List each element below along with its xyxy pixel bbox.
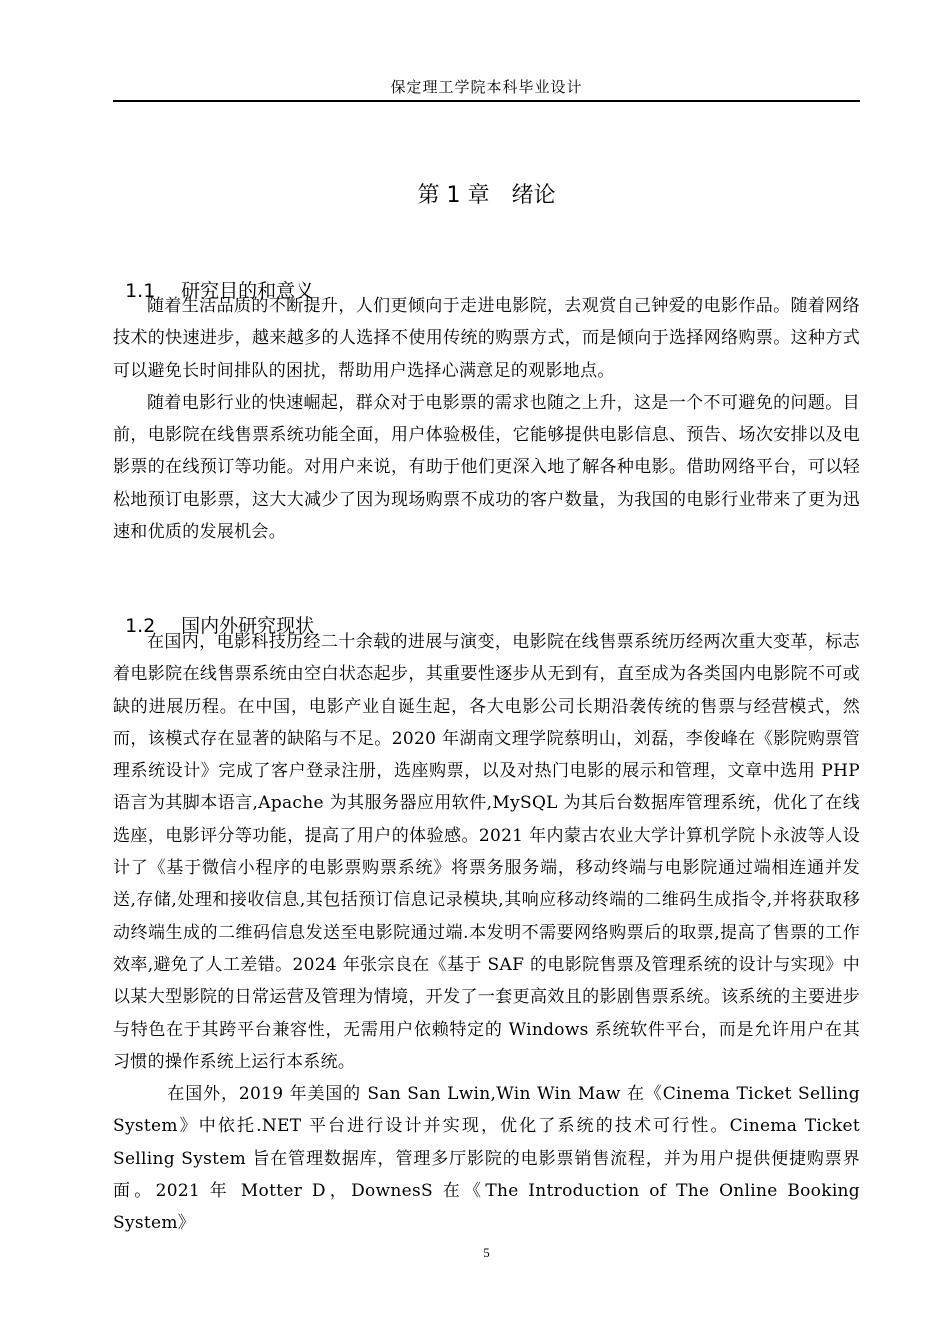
section-number: 1.1 [125, 280, 156, 302]
section-title: 国内外研究现状 [181, 615, 315, 637]
section-title: 研究目的和意义 [181, 280, 315, 302]
chapter-title: 第 1 章 绪论 [417, 183, 556, 208]
running-header: 保定理工学院本科毕业设计 [390, 78, 583, 96]
paragraph: 随着电影行业的快速崛起，群众对于电影票的需求也随之上升，这是一个不可避免的问题。目前，电影院在线售票系统功能全面，用户体验极佳，它能够提供电影信息、预告、场次安排以及电影票的在线预订等功能。对用户来说，有助于他们更深入地了解各种电影。借助网络平台，可以轻松地预订电影票，这大大减少了因为现场购票不成功的客户数量，为我国的电影行业带来了更为迅速和优质的发展机会。 [113, 392, 860, 543]
paragraph: 在国外，2019 年美国的 San San Lwin,Win Win Maw 在《Cinema Ticket Selling System》中依托.NET 平台进行设计并实现，优化了系统的技术可行性。Cinema Ticket Selling System 旨在管理数据库，管理多厅影院的电影票销售流程，并为用户提供便捷购票界面。2021 年 Motter D，DownesS 在《The Introduction of The Online Booking System》 [113, 1084, 860, 1234]
section-1-2-body [113, 626, 860, 1240]
page-number: 5 [483, 1245, 490, 1260]
section-1-1-body [113, 290, 860, 548]
paragraph: 随着生活品质的不断提升，人们更倾向于走进电影院，去观赏自己钟爱的电影作品。随着网络技术的快速进步，越来越多的人选择不使用传统的购票方式，而是倾向于选择网络购票。这种方式可以避免长时间排队的困扰，帮助用户选择心满意足的观影地点。 [113, 296, 860, 381]
header-rule [113, 100, 860, 102]
paragraph: 在国内，电影科技历经二十余载的进展与演变，电影院在线售票系统历经两次重大变革，标志着电影院在线售票系统由空白状态起步，其重要性逐步从无到有，直至成为各类国内电影院不可或缺的进展历程。在中国，电影产业自诞生起，各大电影公司长期沿袭传统的售票与经营模式，然而，该模式存在显著的缺陷与不足。2020 年湖南文理学院蔡明山，刘磊，李俊峰在《影院购票管理系统设计》完成了客户登录注册，选座购票，以及对热门电影的展示和管理，文章中选用 PHP 语言为其脚本语言,Apache 为其服务器应用软件,MySQL 为其后台数据库管理系统，优化了在线选座，电影评分等功能，提高了用户的体验感。2021 年内蒙古农业大学计算机学院卜永波等人设计了《基于微信小程序的电影票购票系统》将票务服务端，移动终端与电影院通过端相连通并发送,存储,处理和接收信息,其包括预订信息记录模块,其响应移动终端的二维码生成指令,并将获取移动终端生成的二维码信息发送至电影院通过端.本发明不需要网络购票后的取票,提高了售票的工作效率,避免了人工差错。2024 年张宗良在《基于 SAF 的电影院售票及管理系统的设计与实现》中以某大型影院的日常运营及管理为情境，开发了一套更高效且的影剧售票系统。该系统的主要进步与特色在于其跨平台兼容性，无需用户依赖特定的 Windows 系统软件平台，而是允许用户在其习惯的操作系统上运行本系统。 [113, 632, 860, 1072]
section-number: 1.2 [125, 615, 156, 637]
